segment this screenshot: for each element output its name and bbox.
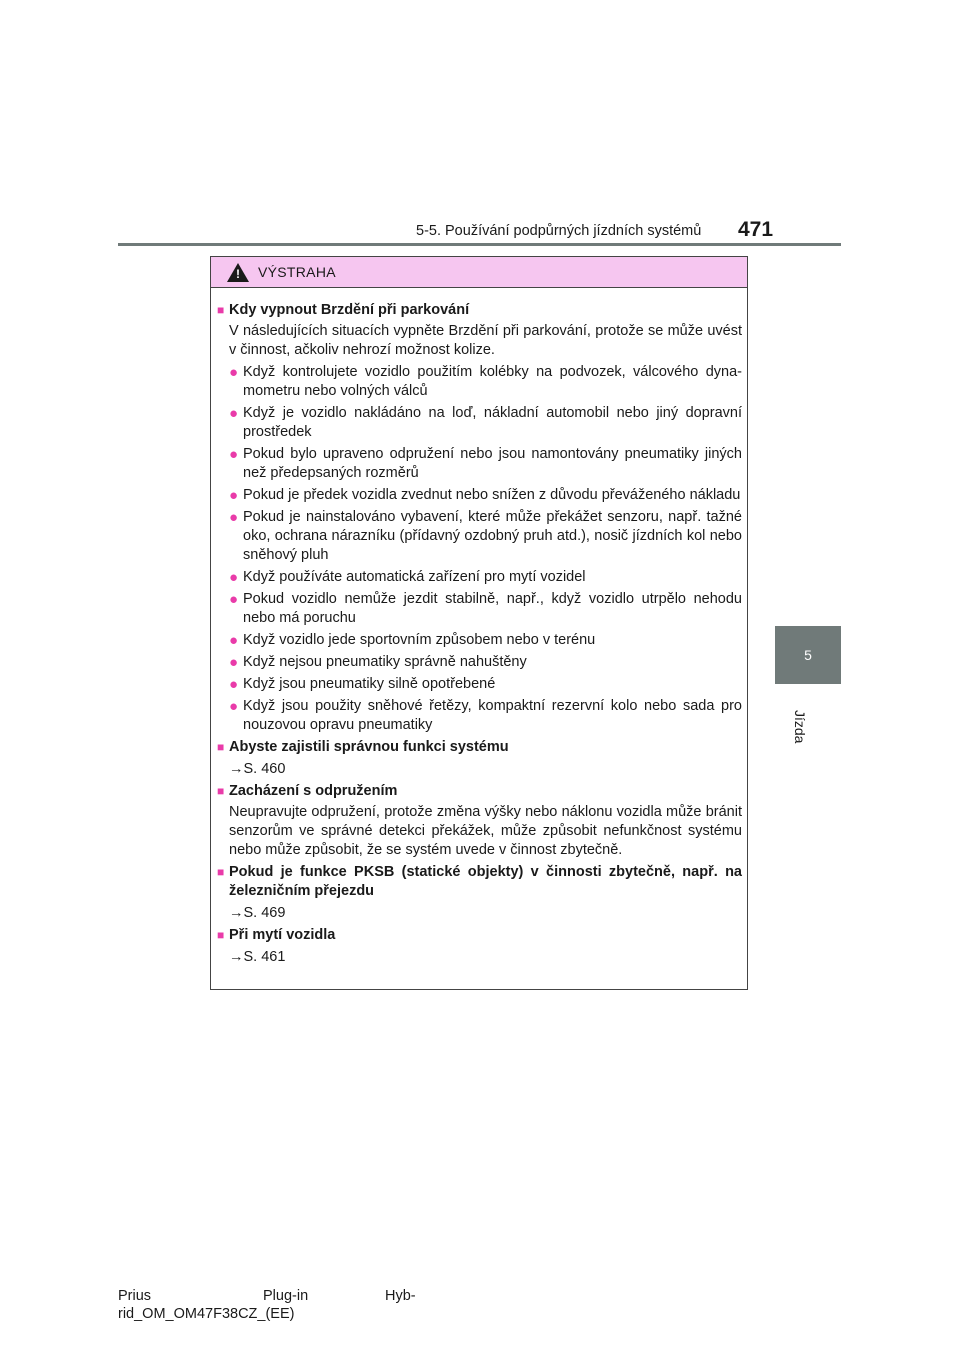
circle-bullet-icon: ● bbox=[229, 632, 239, 649]
list-item: ● Když kontrolujete vozidlo použitím kolébky na podvozek, válcového dynamometru nebo volných válců bbox=[229, 364, 742, 399]
list-item: ● Pokud vozidlo nemůže jezdit stabilně, např., když vozidlo utrpělo nehodu nebo má poruchu bbox=[229, 591, 742, 626]
chapter-number: 5 bbox=[804, 647, 812, 663]
header-section-title: 5-5. Používání podpůrných jízdních systémů bbox=[416, 223, 702, 239]
circle-bullet-icon: ● bbox=[229, 487, 239, 504]
item-heading: ■ Kdy vypnout Brzdění při parkování bbox=[217, 302, 470, 318]
footer-line-2: rid_OM_OM47F38CZ_(EE) bbox=[118, 1306, 295, 1322]
list-item: ● Pokud bylo upraveno odpružení nebo jsou namontovány pneumatiky jiných než předepsaných rozměrů bbox=[229, 446, 742, 481]
list-item: ● Když jsou pneumatiky silně opotřebené bbox=[229, 676, 496, 693]
list-item: ● Když je vozidlo nakládáno na loď, nákladní automobil nebo jiný dopravní prostředek bbox=[229, 405, 742, 440]
page-reference: →S. 460 bbox=[229, 761, 286, 777]
footer bbox=[118, 1287, 416, 1323]
page-number: 471 bbox=[738, 218, 774, 241]
list-item: ● Když vozidlo jede sportovním způsobem nebo v terénu bbox=[229, 632, 596, 649]
square-bullet-icon: ■ bbox=[217, 784, 225, 798]
warning-item bbox=[217, 738, 742, 779]
circle-bullet-icon: ● bbox=[229, 446, 239, 463]
square-bullet-icon: ■ bbox=[217, 928, 225, 942]
list-item: ● Když nejsou pneumatiky správně nahuštěny bbox=[229, 654, 527, 671]
chapter-tab bbox=[775, 626, 841, 684]
page-reference: →S. 461 bbox=[229, 949, 286, 965]
list-item: ● Pokud je nainstalováno vybavení, které může překážet senzoru, např. tažné oko, ochrana nárazníku (přídavný ozdobný pruh atd.), nosič jízdních kol nebo sněhový pluh bbox=[229, 509, 742, 563]
square-bullet-icon: ■ bbox=[217, 740, 225, 754]
warning-box bbox=[210, 256, 748, 990]
square-bullet-icon: ■ bbox=[217, 865, 225, 879]
warning-item bbox=[217, 863, 742, 923]
circle-bullet-icon: ● bbox=[229, 698, 239, 715]
circle-bullet-icon: ● bbox=[229, 591, 239, 608]
item-text: Neupravujte odpružení, protože změna výšky nebo náklonu vozidla může bránit senzorům ve správné detekci překážek, může způsobit nefunkčnost systému nebo může způsobit, že se systém uvede v činnost zbytečně. bbox=[229, 804, 742, 858]
list-item: ● Když jsou použity sněhové řetězy, kompaktní rezervní kolo nebo sada pro nouzovou opravu pneumatiky bbox=[229, 698, 742, 733]
circle-bullet-icon: ● bbox=[229, 654, 239, 671]
item-heading: ■ Pokud je funkce PKSB (statické objekty) v činnosti zbytečně, např. na železničním přejezdu bbox=[217, 864, 742, 899]
list-item: ● Když používáte automatická zařízení pro mytí vozidel bbox=[229, 569, 586, 586]
warning-title: VÝSTRAHA bbox=[258, 264, 336, 280]
warning-item bbox=[217, 782, 742, 860]
chapter-label: Jízda bbox=[792, 710, 808, 744]
warning-item bbox=[217, 926, 742, 967]
footer-word: Plug-in bbox=[263, 1288, 309, 1304]
warning-icon: ! bbox=[227, 263, 249, 282]
footer-word: Hyb- bbox=[385, 1288, 416, 1304]
page-reference: →S. 469 bbox=[229, 905, 286, 921]
item-heading: ■ Abyste zajistili správnou funkci systému bbox=[217, 739, 509, 755]
warning-body bbox=[211, 288, 747, 967]
item-text: V následujících situacích vypněte Brzdění při parkování, protože se může uvést v činnost, ačkoliv nehrozí možnost kolize. bbox=[229, 323, 742, 358]
item-heading: ■ Zacházení s odpružením bbox=[217, 783, 398, 799]
circle-bullet-icon: ● bbox=[229, 405, 239, 422]
footer-word: Prius bbox=[118, 1288, 152, 1304]
circle-bullet-icon: ● bbox=[229, 364, 239, 381]
item-heading: ■ Při mytí vozidla bbox=[217, 927, 336, 943]
list-item: ● Pokud je předek vozidla zvednut nebo snížen z důvodu převáženého nákladu bbox=[229, 487, 741, 504]
header-rule bbox=[118, 243, 841, 246]
circle-bullet-icon: ● bbox=[229, 676, 239, 693]
square-bullet-icon: ■ bbox=[217, 303, 225, 317]
circle-bullet-icon: ● bbox=[229, 569, 239, 586]
circle-bullet-icon: ● bbox=[229, 509, 239, 526]
warning-header bbox=[211, 257, 747, 288]
warning-item bbox=[217, 301, 742, 735]
